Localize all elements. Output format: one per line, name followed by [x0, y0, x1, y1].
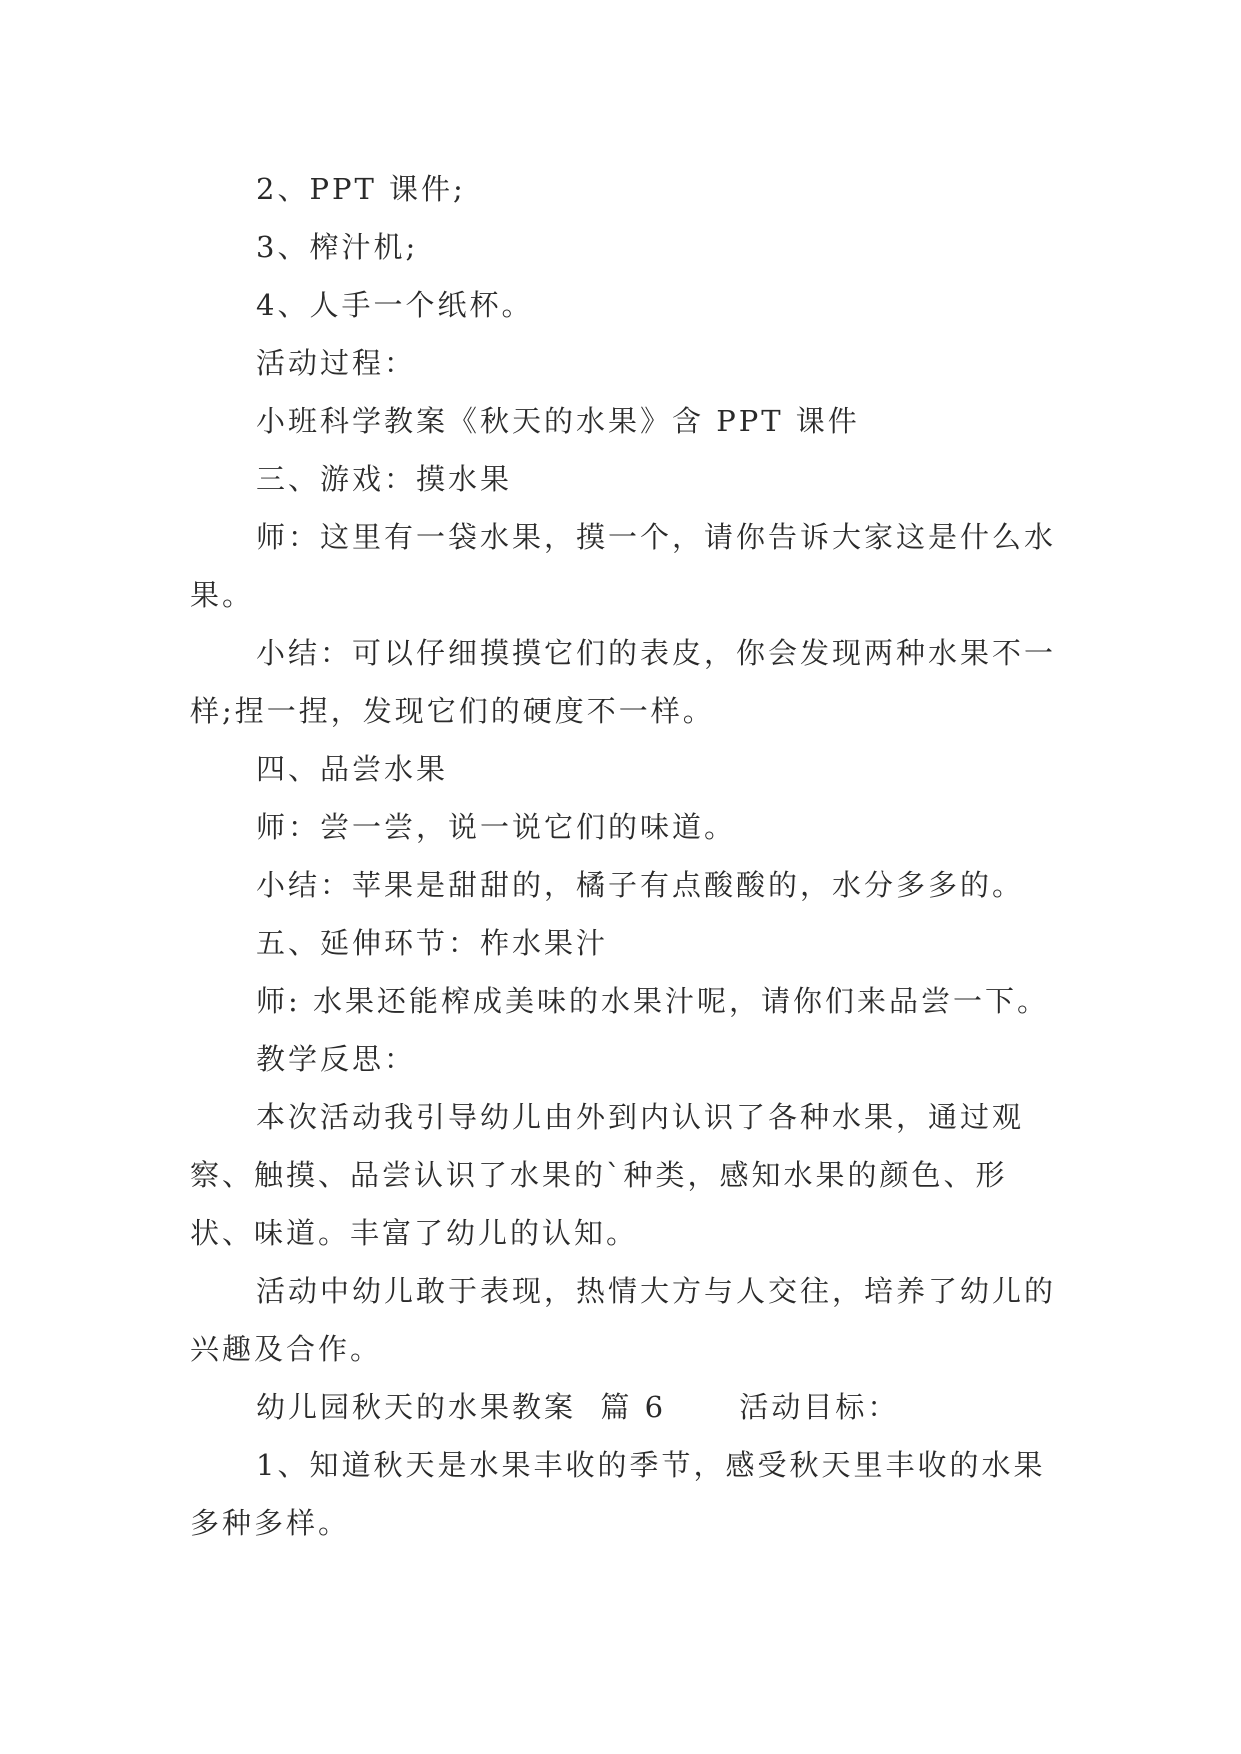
paragraph-reflection-1: 本次活动我引导幼儿由外到内认识了各种水果，通过观察、触摸、品尝认识了水果的`种类，感知水果的颜色、形状、味道。丰富了幼儿的认知。 [190, 1100, 1025, 1250]
heading-extension-juice: 五、延伸环节：柞水果汁 [256, 926, 609, 960]
paragraph-teacher-taste: 师：尝一尝，说一说它们的味道。 [256, 810, 737, 844]
paragraph-teacher-juice: 师: 水果还能榨成美味的水果汁呢，请你们来品尝一下。 [256, 984, 1049, 1018]
heading-activity-process: 活动过程： [256, 346, 417, 380]
paragraph-lesson-title: 小班科学教案《秋天的水果》含 PPT 课件 [256, 404, 860, 438]
document-body [190, 160, 1070, 1552]
heading-game-touch-fruit: 三、游戏：摸水果 [256, 462, 513, 496]
paragraph-materials-juicer: 3、榨汁机; [256, 230, 419, 264]
paragraph-materials-cup: 4、人手一个纸杯。 [256, 288, 534, 322]
paragraph-materials-ppt: 2、PPT 课件; [256, 172, 466, 206]
paragraph-summary-taste: 小结：苹果是甜甜的，橘子有点酸酸的，水分多多的。 [256, 868, 1025, 902]
heading-teaching-reflection: 教学反思： [256, 1042, 417, 1076]
paragraph-reflection-2: 活动中幼儿敢于表现，热情大方与人交往，培养了幼儿的兴趣及合作。 [190, 1274, 1057, 1366]
paragraph-teacher-bag: 师：这里有一袋水果，摸一个，请你告诉大家这是什么水果。 [190, 520, 1057, 612]
paragraph-summary-skin: 小结：可以仔细摸摸它们的表皮，你会发现两种水果不一样;捏一捏，发现它们的硬度不一样。 [190, 636, 1057, 728]
paragraph-goal-1: 1、知道秋天是水果丰收的季节，感受秋天里丰收的水果多种多样。 [190, 1448, 1046, 1540]
heading-lesson-6: 幼儿园秋天的水果教案 篇 6 活动目标： [256, 1390, 900, 1424]
heading-taste-fruit: 四、品尝水果 [256, 752, 449, 786]
